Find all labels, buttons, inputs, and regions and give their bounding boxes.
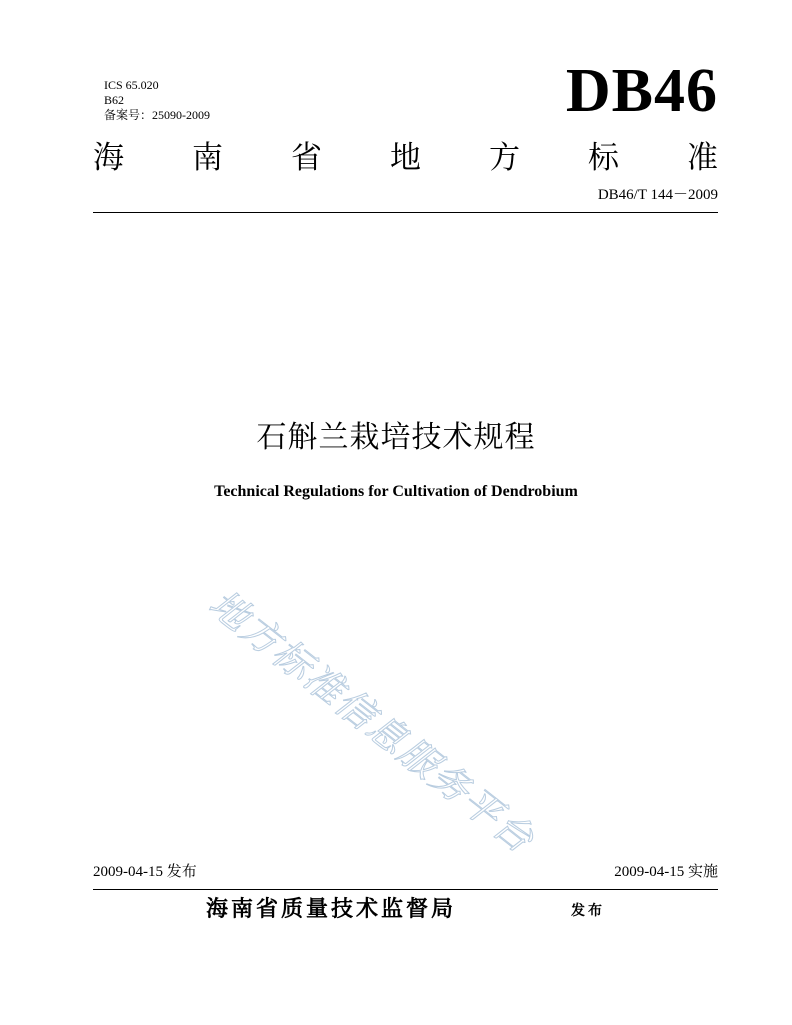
ccs-code: B62 — [104, 93, 125, 107]
standard-type-char: 地 — [390, 140, 421, 176]
header-divider — [93, 212, 718, 213]
watermark-text: 地方标准信息服务平台 — [200, 581, 544, 862]
implementation-date: 2009-04-15 实施 — [614, 864, 718, 880]
filing-number: 备案号：25090-2009 — [104, 108, 210, 122]
document-title-chinese: 石斛兰栽培技术规程 — [256, 420, 536, 455]
issuing-authority: 海南省质量技术监督局 — [206, 897, 457, 922]
standard-type-char: 准 — [687, 140, 718, 176]
standard-type-char: 海 — [93, 140, 124, 176]
standard-type-char: 方 — [489, 140, 520, 176]
standard-number: DB46/T 144－2009 — [597, 187, 718, 203]
issuing-authority-suffix: 发布 — [571, 903, 605, 919]
issue-date: 2009-04-15 发布 — [93, 864, 197, 880]
classification-codes — [104, 78, 210, 123]
standard-code-logo: DB46 — [565, 57, 718, 125]
footer-divider — [93, 889, 718, 890]
standard-type-char: 南 — [192, 140, 223, 176]
document-title-english: Technical Regulations for Cultivation of Dendrobium — [214, 483, 578, 500]
standard-type-char: 标 — [588, 140, 619, 176]
ics-code: ICS 65.020 — [104, 78, 159, 92]
standard-type-char: 省 — [291, 140, 322, 176]
standard-type-heading — [93, 138, 718, 178]
